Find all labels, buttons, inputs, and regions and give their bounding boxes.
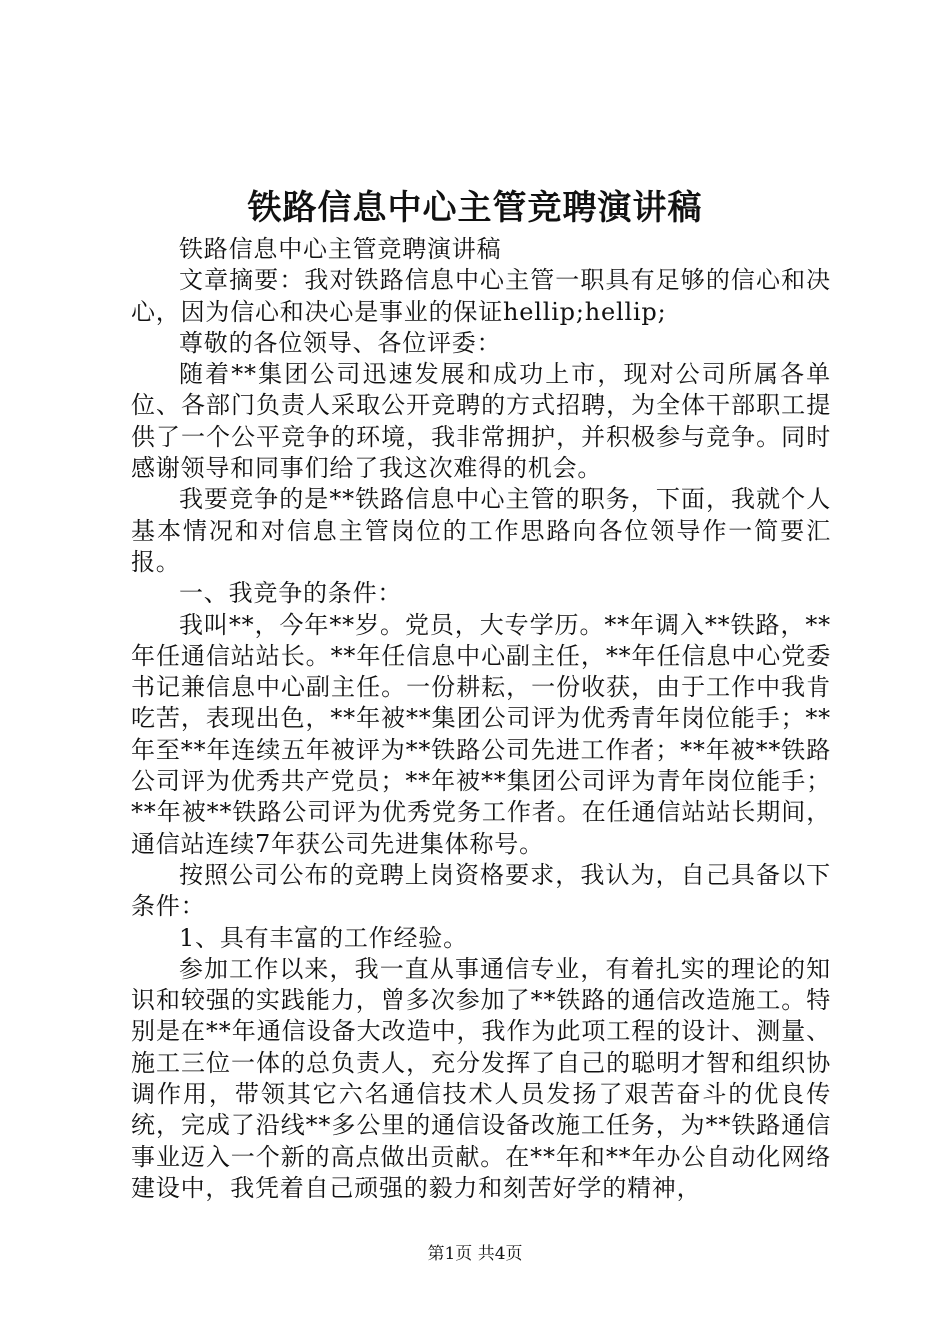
paragraph-salutation: 尊敬的各位领导、各位评委： [179,328,502,357]
subheading-experience: 1、具有丰富的工作经验。 [179,923,468,952]
document-title: 铁路信息中心主管竞聘演讲稿 [247,188,703,228]
paragraph-intro: 随着**集团公司迅速发展和成功上市，现对公司所属各单位、各部门负责人采取公开竞聘的方式招聘，为全体干部职工提供了一个公平竞争的环境，我非常拥护，并积极参与竞争。同时感谢领导和同事们给了我这次难得的机会。 [131,360,831,483]
paragraph-requirements: 按照公司公布的竞聘上岗资格要求，我认为，自己具备以下条件： [131,860,831,921]
paragraph-abstract: 文章摘要：我对铁路信息中心主管一职具有足够的信心和决心，因为信心和决心是事业的保证hellip;hellip; [131,266,831,326]
paragraph-position: 我要竞争的是**铁路信息中心主管的职务，下面，我就个人基本情况和对信息主管岗位的工作思路向各位领导作一简要汇报。 [131,485,831,576]
paragraph-experience: 参加工作以来，我一直从事通信专业，有着扎实的理论的知识和较强的实践能力，曾多次参加了**铁路的通信改造施工。特别是在**年通信设备大改造中，我作为此项工程的设计、测量、施工三位一体的总负责人，充分发挥了自己的聪明才智和组织协调作用，带领其它六名通信技术人员发扬了艰苦奋斗的优良传统，完成了沿线**多公里的通信设备改施工任务，为**铁路通信事业迈入一个新的高点做出贡献。在**年和**年办公自动化网络建设中，我凭着自己顽强的毅力和刻苦好学的精神， [131,954,831,1202]
page-number: 第1页 共4页 [427,1244,523,1264]
document-body [131,234,831,1204]
paragraph-background: 我叫**，今年**岁。党员，大专学历。**年调入**铁路，**年任通信站站长。**年任信息中心副主任，**年任信息中心党委书记兼信息中心副主任。一份耕耘，一份收获，由于工作中我肯吃苦，表现出色，**年被**集团公司评为优秀青年岗位能手；**年至**年连续五年被评为**铁路公司先进工作者；**年被**铁路公司评为优秀共产党员；**年被**集团公司评为青年岗位能手；**年被**铁路公司评为优秀党务工作者。在任通信站站长期间，通信站连续7年获公司先进集体称号。 [131,610,831,858]
section-heading-conditions: 一、我竞争的条件： [179,579,403,608]
paragraph-heading-repeat: 铁路信息中心主管竞聘演讲稿 [179,235,502,263]
